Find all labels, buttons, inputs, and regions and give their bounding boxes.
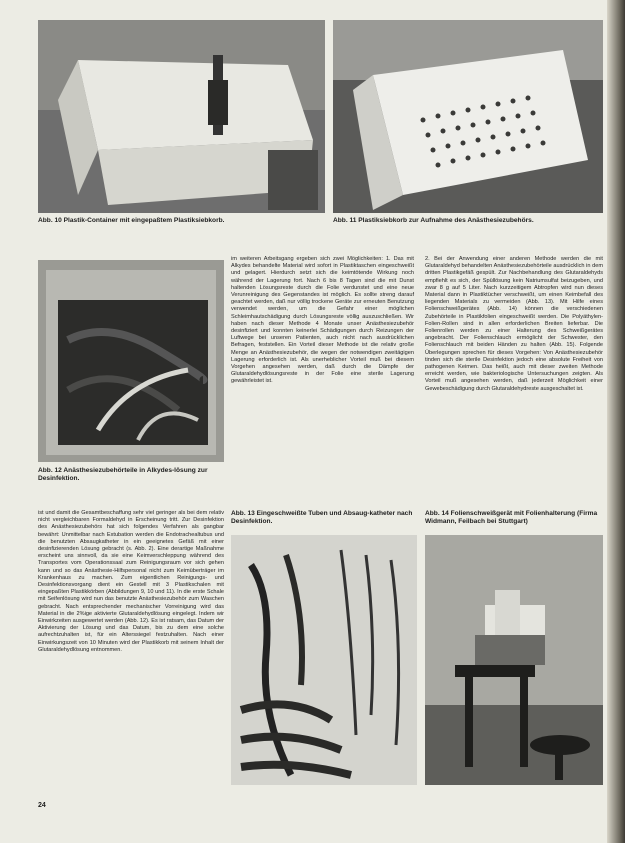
caption-abb14: Abb. 14 Folienschweißgerät mit Folienhalterung (Firma Widmann, Feilbach bei Stuttgart) [425, 510, 598, 525]
paragraph: ist und damit die Gesamtbeschaffung sehr viel geringer als bei dem relativ nicht vergleichbaren Formaldehyd in Erscheinung tritt. Zur Desinfektion des Anästhesiezubehörs hat sich folgendes Verfahren als gangbar bewährt: Unmittelbar nach Extubation werden die Endotrachealtubus und die benutzten Absaugkatheter in ein geeignetes Gefäß mit einer desinfizierenden Lösung gebracht (s. Abb. 2). Eine derartige Maßnahme erscheint uns sinnvoll, da sie eine Keimverschleppung während des Transportes vom Operationssaal zum Reinigungsraum vor sich gehen kann und so das Anästhesie-Hilfspersonal nicht zum Keimüberträger im Krankenhaus zu machen. Zum eigentlichen Reinigungs- und Desinfektionsvorgang dient ein Gestell mit 3 Plastikschalen mit eingepaßten Plastikkörben (Abbildungen 9, 10 und 11). In die erste Schale mit Seifenlösung wird nun das benutzte Anästhesiezubehör zum Waschen gebracht. Nach entsprechender mechanischer Vorreinigung wird das Material in die 2%ige aktivierte Glutaraldehydlösung eingelegt. Indem wir Einwirkzeiten ausgewertet werden (Abb. 12). Es ist ratsam, das Datum der Aktivierung der Lösung und das Datum, bis zu dem eine solche aufrechtzuhalten ist, für ein Alterssiegel festzuhalten. Nach einer Einwirkungszeit von 10 Minuten wird der Plastikkorb mit seinem Inhalt der Glutaraldehydlösung entnommen. [38, 510, 224, 653]
photo-foil-sealing-device [425, 535, 603, 785]
photo-perforated-basket [333, 20, 603, 213]
caption-abb13: Abb. 13 Eingeschweißte Tuben und Absaug-katheter nach Desinfektion. [231, 510, 413, 525]
caption-abb11: Abb. 11 Plastiksiebkorb zur Aufnahme des Anästhesiezubehörs. [333, 217, 534, 224]
paragraph: im weiteren Arbeitsgang ergeben sich zwei Möglichkeiten: 1. Das mit Alkydes behandelte Material wird sofort in Plastiktaschen eingeschweißt und gelagert. Hierdurch setzt sich die keimtötende Wirkung noch während der Lagerung fort. Nach 6 bis 8 Tagen sind die mit Dunst haltenden Lösungsreste durch die Folie verdunstet und eine neue Verunreinigung des Gegenstandes ist möglich. Es sollte streng darauf geachtet werden, daß nur völlig trockene Geräte zur erneuten Benutzung verwendet werden, um die Gefahr einer möglichen Schleimhautschädigung durch Lösungsreste völlig auszuschließen. Wir haben nach dieser Methode 4 Monate unser Anästhesiezubehör desinfiziert und konnten keinerlei Schädigungen durch Reizungen der Luftwege bei unseren Patienten, auch nicht nach ausdrücklichen Befragen, feststellen. Ein Vorteil dieser Methode ist die relativ große Menge an Anästhesiezubehör, die wegen der notwendigen zweitägigen Lagerung erforderlich ist. Als unerheblicher Vorteil muß bei diesem Vorgehen angesehen werden, daß durch die Dämpfe der Glutaraldehydlösungsreste in der Folie eine sterile Lagerung gewährleistet ist. [231, 256, 414, 385]
text-column-left-bottom [38, 510, 224, 656]
paragraph: 2. Bei der Anwendung einer anderen Methode werden die mit Glutaraldehyd behandelten Anästhesiezubehörteile ausdrücklich in dem dritten Plastikgefäß gespült. Zur Nachbehandlung des Glutaraldehyds empfiehlt es sich, der Spüllösung kein Natriumsulfat beizugeben, und zwar 8 g auf 5 Liter. Nach kurzzeitigem Abtropfen wird nun dieses Material dann in Plastiktücher verschweißt, um einen Keimbefall des liegenden Materials zu vermeiden (Abb. 13). Mit Hilfe eines Folienschweißgerätes (Abb. 14) können die verschiedenen Zubehörteile in Plastikfolien eingeschweißt werden. Die Polyäthylen-Folien-Rollen sind in allen erforderlichen Breiten lieferbar. Die Folienrollen werden zu einer Halterung des Schweißgerätes angebracht. Der Folienschlauch ermöglicht der Schwester, den Folienschlauch mit beiden Händen zu halten (Abb. 15). Folgende Überlegungen sprechen für dieses Vorgehen: Von Anästhesiezubehör tinden sich die sterile Desinfektion jedoch eine absolute Freiheit von pathogenen Keimen. Das heißt, auch mit dieser zweiten Methode erreicht werden, wie bakteriologische Untersuchungen zeigten. Als Vorteil muß angesehen werden, daß jederzeit Möglichkeit einer Gewebeschädigung durch Glutaraldehydreste ausgeschaltet ist. [425, 256, 603, 392]
photo-sealed-tubes [231, 535, 417, 785]
caption-abb12: Abb. 12 Anästhesiezubehörteile in Alkydes-lösung zur Desinfektion. [38, 467, 208, 482]
photo-container-with-basket [38, 20, 325, 213]
text-column-right-top [425, 256, 603, 395]
text-column-middle-top [231, 256, 414, 388]
photo-tubes-in-solution [38, 260, 224, 462]
caption-abb10: Abb. 10 Plastik-Container mit eingepaßtem Plastiksiebkorb. [38, 217, 225, 224]
page-binding-edge [607, 0, 625, 843]
page-number: 24 [38, 802, 46, 809]
